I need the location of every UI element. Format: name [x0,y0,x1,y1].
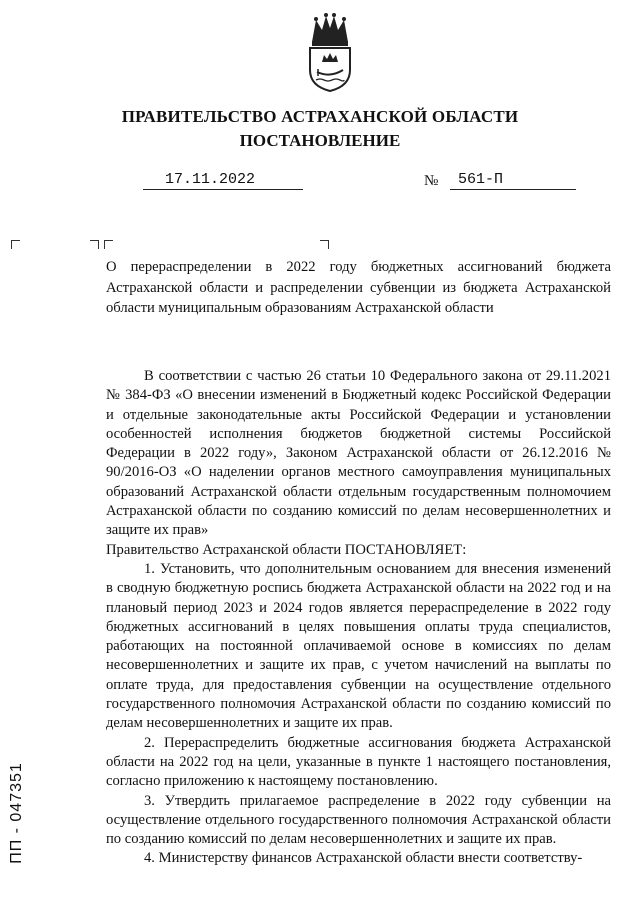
item-paragraph-2: 2. Перераспределить бюджетные ассигнования бюджета Астраханской области на 2022 год на цели, указанные в пункте 1 настоящего постановления, согласно приложению к настоящему постановлению. [106,734,611,790]
document-type: ПОСТАНОВЛЕНИЕ [239,131,401,150]
coat-of-arms-icon [302,12,358,92]
corner-mark [11,240,20,249]
document-subject: О перераспределении в 2022 году бюджетных ассигнований бюджета Астраханской области и распределении субвенции из бюджета Астраханской области муниципальным образованиям Астраханской области [106,259,611,316]
item-paragraph-4: 4. Министерству финансов Астраханской области внести соответству- [144,850,583,867]
corner-mark [320,240,329,249]
corner-mark [90,240,99,249]
number-sign: № [424,173,439,189]
preamble-paragraph: В соответствии с частью 26 статьи 10 Федерального закона от 29.11.2021 № 384-ФЗ «О внесении изменений в Бюджетный кодекс Российской Федерации и отдельные законодательные акты Российской Федерации и установлении особенностей исполнения бюджетов бюджетной системы Российской Федерации в 2022 году», Законом Астраханской области от 26.12.2016 № 90/2016-ОЗ «О наделении органов местного самоуправления муниципальных образований Астраханской области отдельным государственным полномочием Астраханской области по созданию комиссий по делам несовершеннолетних и защите их прав» [106,368,611,539]
item-paragraph-1: 1. Установить, что дополнительным основанием для внесения изменений в сводную бюджетную роспись бюджета Астраханской области на 2022 год и на плановый период 2023 и 2024 годов является перераспределение в 2022 году бюджетных ассигнований в целях повышения оплаты труда специалистов, работающих на постоянной оплачиваемой основе в комиссиях по делам несовершеннолетних и защите их прав, с учетом начислений на выплаты по оплате труда, для предоставления субвенции на осуществление отдельного государственного полномочия Астраханской области по созданию комиссий по делам несовершеннолетних и защите их прав. [106,560,611,732]
side-code-text: ПП - 047351 [8,761,25,864]
document-number: 561-П [450,171,576,190]
document-body [106,367,611,869]
document-date: 17.11.2022 [143,171,303,190]
item-paragraph-3: 3. Утвердить прилагаемое распределение в 2022 году субвенции на осуществление отдельного государственного полномочия Астраханской области по созданию комиссий по делам несовершеннолетних и защите их прав. [106,792,611,848]
resolves-line: Правительство Астраханской области ПОСТАНОВЛЯЕТ: [106,541,467,558]
side-registration-code [6,740,28,885]
corner-mark [104,240,113,249]
government-title: ПРАВИТЕЛЬСТВО АСТРАХАНСКОЙ ОБЛАСТИ [121,107,519,126]
